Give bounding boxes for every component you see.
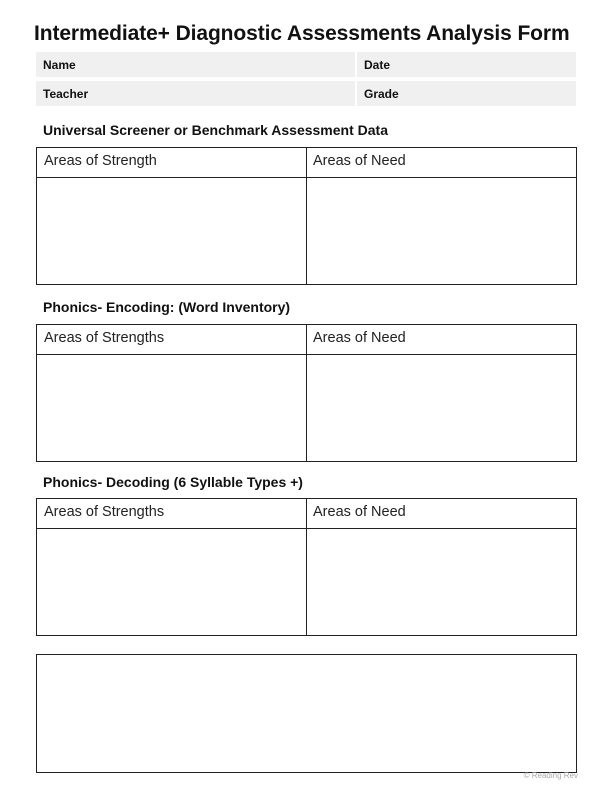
grid-divider (306, 499, 307, 635)
decoding-grid (36, 498, 577, 636)
grid-divider (306, 148, 307, 284)
screener-need-header: Areas of Need (313, 153, 406, 169)
teacher-label: Teacher (43, 86, 89, 101)
page-title: Intermediate+ Diagnostic Assessments Analysis Form (34, 22, 570, 45)
grid-divider (306, 325, 307, 461)
screener-strength-header: Areas of Strength (44, 153, 157, 169)
screener-grid (36, 147, 577, 285)
decoding-strength-header: Areas of Strengths (44, 504, 165, 520)
encoding-strength-header: Areas of Strengths (44, 330, 165, 346)
date-label: Date (364, 57, 391, 72)
grade-label: Grade (364, 86, 399, 101)
section-title-encoding: Phonics- Encoding: (Word Inventory) (43, 299, 291, 315)
section-title-decoding: Phonics- Decoding (6 Syllable Types +) (43, 474, 303, 490)
notes-box[interactable] (36, 654, 577, 773)
copyright-footer: © Reading Rev (523, 771, 578, 780)
teacher-field[interactable] (36, 81, 355, 106)
date-field[interactable] (357, 52, 576, 77)
grade-field[interactable] (357, 81, 576, 106)
decoding-need-header: Areas of Need (313, 504, 406, 520)
encoding-grid (36, 324, 577, 462)
name-field[interactable] (36, 52, 355, 77)
section-title-screener: Universal Screener or Benchmark Assessment Data (43, 122, 388, 138)
encoding-need-header: Areas of Need (313, 330, 406, 346)
name-label: Name (43, 57, 76, 72)
